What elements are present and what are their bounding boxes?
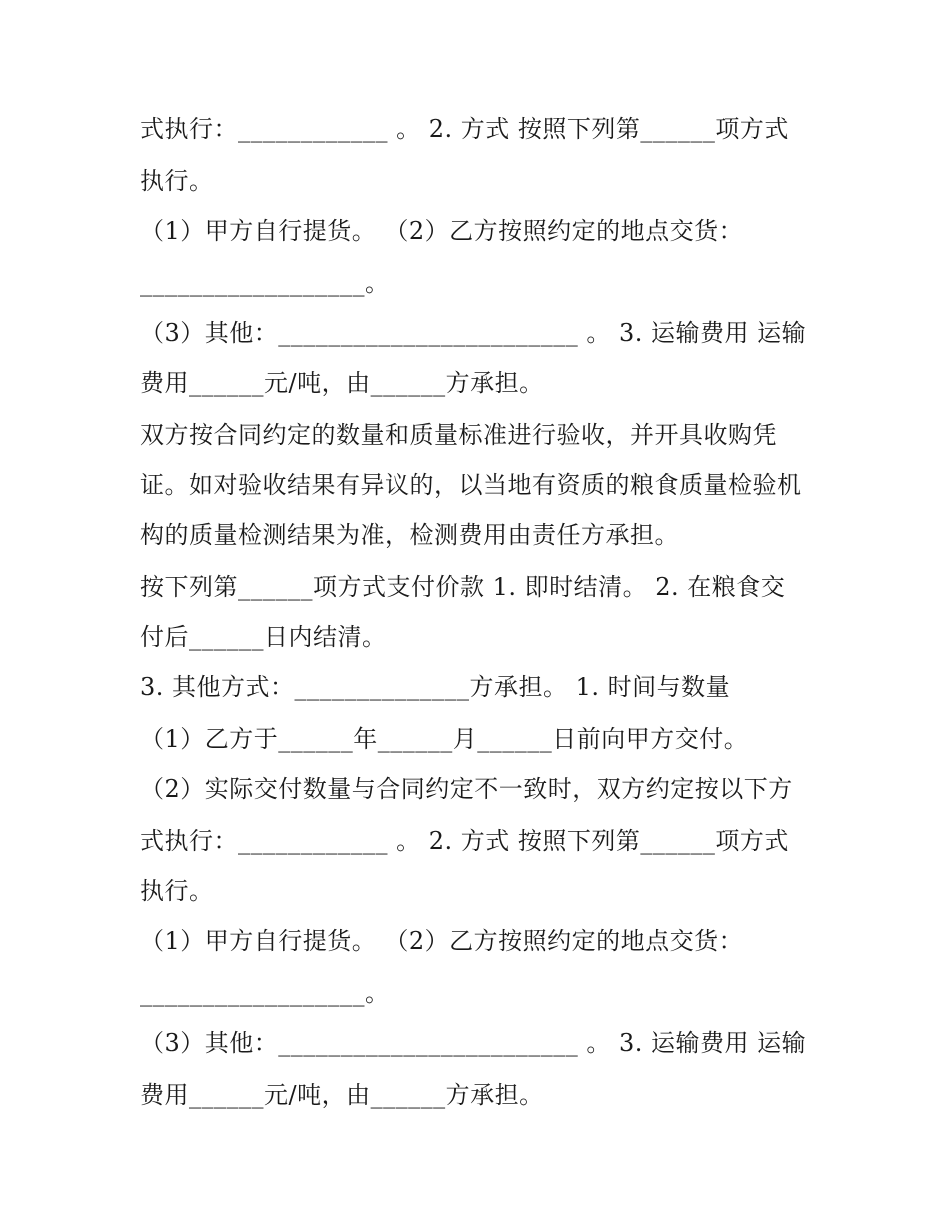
text-line: （3）其他：________________________ 。 3. 运输费用 运输 bbox=[140, 319, 807, 347]
text-line: __________________。 bbox=[140, 979, 390, 1007]
text-line: 证。如对验收结果有异议的，以当地有资质的粮食质量检验机 bbox=[140, 471, 802, 499]
text-line: （1）甲方自行提货。 （2）乙方按照约定的地点交货： bbox=[140, 217, 744, 245]
text-line: （2）实际交付数量与合同约定不一致时，双方约定按以下方 bbox=[140, 775, 793, 803]
text-line: （1）甲方自行提货。 （2）乙方按照约定的地点交货： bbox=[140, 927, 744, 955]
text-line: 式执行：____________ 。 2. 方式 按照下列第______项方式 bbox=[140, 115, 789, 143]
text-line: （1）乙方于______年______月______日前向甲方交付。 bbox=[140, 725, 749, 753]
text-line: （3）其他：________________________ 。 3. 运输费用 运输 bbox=[140, 1029, 807, 1057]
text-line: 按下列第______项方式支付价款 1. 即时结清。 2. 在粮食交 bbox=[140, 573, 786, 601]
text-line: 构的质量检测结果为准，检测费用由责任方承担。 bbox=[140, 521, 679, 549]
text-line: 3. 其他方式：______________方承担。 1. 时间与数量 bbox=[140, 673, 731, 701]
text-line: 费用______元/吨，由______方承担。 bbox=[140, 369, 544, 397]
text-line: 双方按合同约定的数量和质量标准进行验收，并开具收购凭 bbox=[140, 421, 777, 449]
text-line: 执行。 bbox=[140, 167, 214, 195]
text-line: 式执行：____________ 。 2. 方式 按照下列第______项方式 bbox=[140, 827, 789, 855]
text-line: 付后______日内结清。 bbox=[140, 623, 387, 651]
text-line: __________________。 bbox=[140, 269, 390, 297]
text-line: 费用______元/吨，由______方承担。 bbox=[140, 1081, 544, 1109]
text-line: 执行。 bbox=[140, 877, 214, 905]
